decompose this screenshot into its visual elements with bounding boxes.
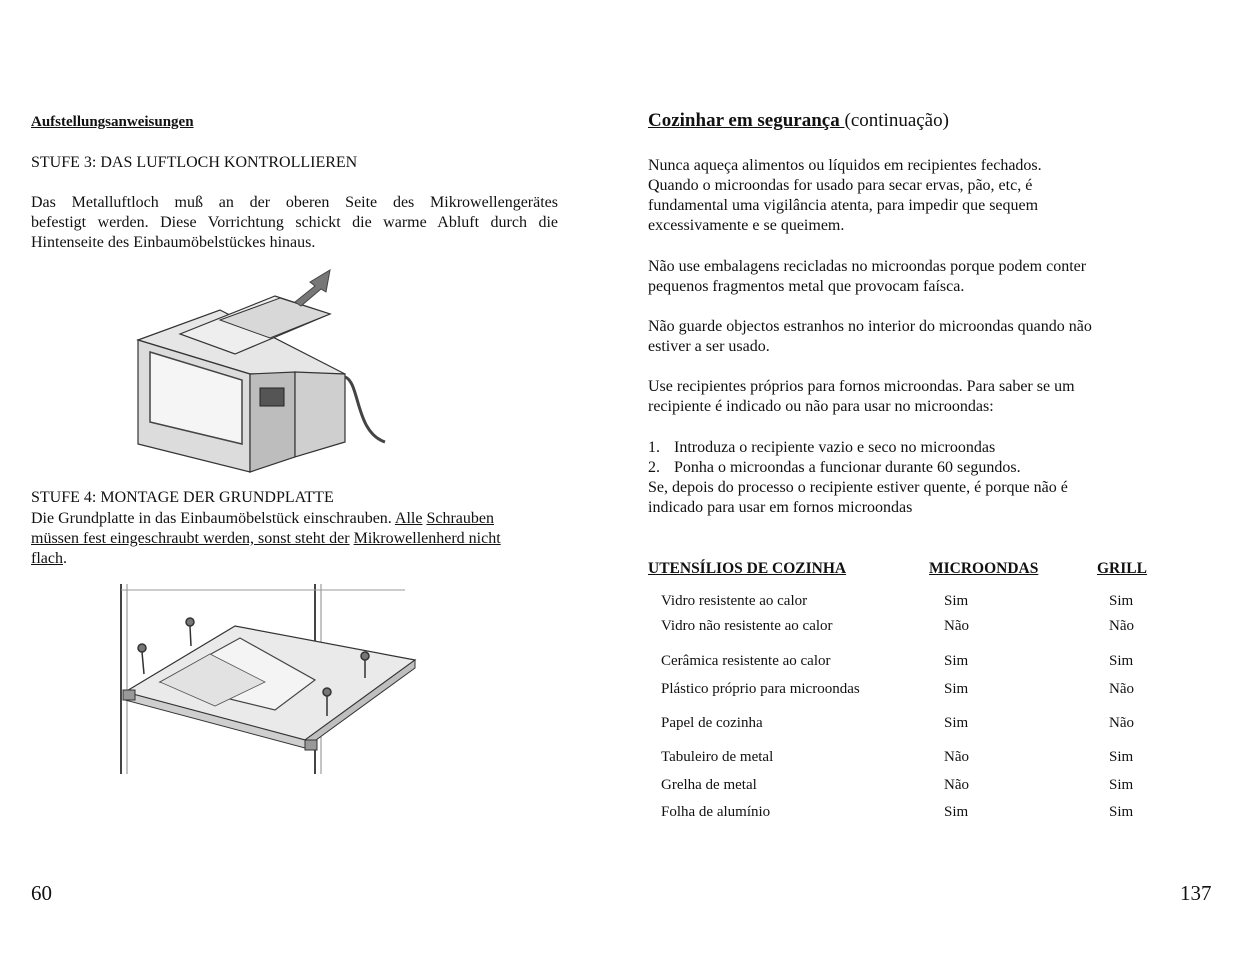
step4-line bbox=[31, 509, 551, 529]
list-text: Ponha o microondas a funcionar durante 60 segundos. bbox=[674, 459, 1021, 476]
title-suffix: (continuação) bbox=[844, 110, 949, 131]
safety-paragraph-4 bbox=[648, 377, 1075, 417]
list-number: 1. bbox=[648, 439, 660, 456]
utensil-name: Cerâmica resistente ao calor bbox=[661, 653, 831, 669]
step4-title: STUFE 4: MONTAGE DER GRUNDPLATTE bbox=[31, 489, 334, 506]
utensil-name: Folha de alumínio bbox=[661, 804, 771, 820]
test-steps-list bbox=[648, 438, 1068, 518]
utensils-table bbox=[648, 558, 1157, 823]
paragraph-line: pequenos fragmentos metal que provocam faísca. bbox=[648, 278, 965, 295]
table-row bbox=[648, 639, 1157, 672]
list-item bbox=[648, 438, 1068, 458]
left-heading: Aufstellungsanweisungen bbox=[31, 114, 194, 130]
table-row bbox=[648, 580, 1157, 614]
paragraph-line: Quando o microondas for usado para secar ervas, pão, etc, é bbox=[648, 177, 1033, 194]
step4-text: . bbox=[62, 550, 67, 567]
table-row bbox=[648, 768, 1157, 796]
page-number-right: 137 bbox=[1180, 881, 1212, 905]
table-row bbox=[648, 796, 1157, 823]
step4-underlined-text: müssen fest eingeschraubt werden, sonst steht der bbox=[31, 530, 350, 547]
table-row bbox=[648, 672, 1157, 700]
microwave-value: Não bbox=[944, 749, 969, 765]
step4-text: Die Grundplatte in das Einbaumöbelstück einschrauben. bbox=[31, 510, 395, 527]
step4-underlined-text: flach bbox=[31, 550, 63, 567]
microwave-value: Sim bbox=[944, 593, 969, 609]
header-microwave: MICROONDAS bbox=[929, 560, 1039, 577]
utensil-name: Vidro resistente ao calor bbox=[661, 593, 808, 609]
microwave-value: Sim bbox=[944, 804, 969, 820]
paragraph-line: Nunca aqueça alimentos ou líquidos em recipientes fechados. bbox=[648, 157, 1042, 174]
paragraph-line: indicado para usar em fornos microondas bbox=[648, 499, 913, 516]
paragraph-line: recipiente é indicado ou não para usar no microondas: bbox=[648, 398, 994, 415]
table-header-row bbox=[648, 558, 1157, 580]
grill-value: Sim bbox=[1109, 653, 1134, 669]
step4-underlined-text: Alle bbox=[394, 510, 423, 527]
utensil-name: Grelha de metal bbox=[661, 777, 757, 793]
grill-value: Não bbox=[1109, 618, 1134, 634]
step4-underlined-text: Schrauben bbox=[426, 510, 494, 527]
step3-line: befestigt werden. Diese Vorrichtung schickt die warme Abluft durch die bbox=[31, 214, 558, 231]
safety-paragraph-3 bbox=[648, 317, 1092, 357]
step3-title: STUFE 3: DAS LUFTLOCH KONTROLLIEREN bbox=[31, 154, 358, 171]
list-number: 2. bbox=[648, 459, 660, 476]
table-row bbox=[648, 614, 1157, 639]
microwave-value: Sim bbox=[944, 653, 969, 669]
grill-value: Sim bbox=[1109, 593, 1134, 609]
utensil-name: Vidro não resistente ao calor bbox=[661, 618, 833, 634]
table-row bbox=[648, 734, 1157, 768]
page-number-left: 60 bbox=[31, 881, 52, 905]
grill-value: Não bbox=[1109, 715, 1134, 731]
grill-value: Sim bbox=[1109, 749, 1134, 765]
paragraph-line: Não use embalagens recicladas no microondas porque podem conter bbox=[648, 258, 1087, 275]
header-grill: GRILL bbox=[1097, 560, 1147, 577]
utensil-name: Papel de cozinha bbox=[661, 715, 763, 731]
microwave-value: Sim bbox=[944, 715, 969, 731]
paragraph-line: estiver a ser usado. bbox=[648, 338, 770, 355]
safety-paragraph-1 bbox=[648, 156, 1042, 236]
grill-value: Não bbox=[1109, 681, 1134, 697]
header-utensils: UTENSÍLIOS DE COZINHA bbox=[648, 560, 847, 577]
paragraph-line: excessivamente e se queimem. bbox=[648, 217, 845, 234]
paragraph-line: Não guarde objectos estranhos no interior do microondas quando não bbox=[648, 318, 1092, 335]
title-underlined: Cozinhar em segurança bbox=[648, 110, 845, 131]
utensil-name: Plástico próprio para microondas bbox=[661, 681, 860, 697]
right-title bbox=[648, 110, 949, 132]
grill-value: Sim bbox=[1109, 804, 1134, 820]
paragraph-line: fundamental uma vigilância atenta, para impedir que sequem bbox=[648, 197, 1039, 214]
step3-line: Hintenseite des Einbaumöbelstückes hinaus. bbox=[31, 234, 316, 251]
paragraph-line: Se, depois do processo o recipiente estiver quente, é porque não é bbox=[648, 479, 1068, 496]
step4-underlined-text: Mikrowellenherd nicht bbox=[353, 530, 501, 547]
grill-value: Sim bbox=[1109, 777, 1134, 793]
microwave-value: Não bbox=[944, 777, 969, 793]
paragraph-line: Use recipientes próprios para fornos microondas. Para saber se um bbox=[648, 378, 1075, 395]
step4-paragraph bbox=[31, 509, 551, 569]
utensil-name: Tabuleiro de metal bbox=[661, 749, 774, 765]
safety-paragraph-2 bbox=[648, 257, 1086, 297]
list-text: Introduza o recipiente vazio e seco no microondas bbox=[674, 439, 996, 456]
step3-line: Das Metalluftloch muß an der oberen Seite des Mikrowellengerätes bbox=[31, 194, 558, 211]
table-row bbox=[648, 700, 1157, 734]
step3-paragraph bbox=[31, 193, 558, 253]
step4-line bbox=[31, 529, 551, 549]
microwave-value: Sim bbox=[944, 681, 969, 697]
base-plate-illustration bbox=[115, 582, 420, 777]
microwave-vent-illustration bbox=[130, 262, 395, 477]
step4-line bbox=[31, 549, 551, 569]
microwave-value: Não bbox=[944, 618, 969, 634]
list-item bbox=[648, 458, 1068, 478]
